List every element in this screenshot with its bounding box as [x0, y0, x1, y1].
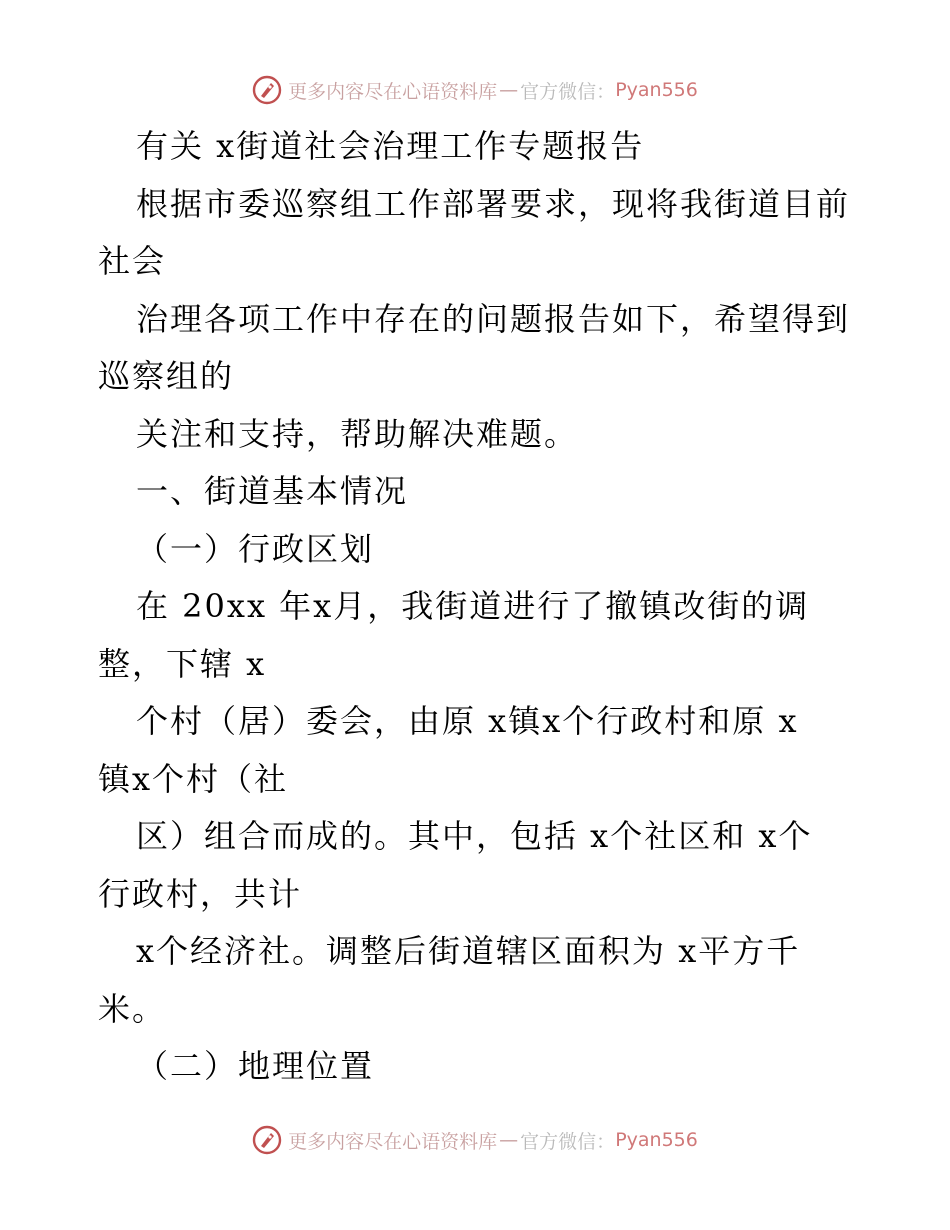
text-line: 米。 — [98, 989, 167, 1028]
text-line: 整，下辖 x — [98, 644, 267, 683]
watermark-footer — [0, 1120, 950, 1160]
watermark-wechat-id: Pyan556 — [615, 1129, 698, 1151]
text-line: 行政村，共计 — [98, 874, 303, 913]
text-line: 在 20xx 年x月，我街道进行了撤镇改街的调 — [136, 587, 810, 625]
text-line: （一）行政区划 — [136, 529, 375, 568]
text-line: x个经济社。调整后街道辖区面积为 x平方千 — [136, 932, 801, 970]
watermark-main-text: 更多内容尽在心语资料库 — [288, 1130, 498, 1153]
text-line: 社会 — [98, 242, 167, 280]
text-line: 区）组合而成的。其中，包括 x个社区和 x个 — [136, 817, 813, 855]
pen-nib-icon — [252, 1125, 282, 1155]
pen-nib-icon — [252, 75, 282, 105]
text-line: 巡察组的 — [98, 357, 235, 395]
watermark-wechat-label: 官方微信： — [520, 1130, 616, 1153]
text-line: 关注和支持，帮助解决难题。 — [136, 414, 579, 453]
text-line: 一、街道基本情况 — [136, 472, 409, 510]
text-line: 镇x个村（社 — [98, 759, 289, 798]
text-line: 个村（居）委会，由原 x镇x个行政村和原 x — [136, 702, 799, 740]
watermark-dash: — — [499, 79, 519, 101]
watermark-wechat-id: Pyan556 — [615, 79, 698, 101]
watermark-wechat-label: 官方微信： — [520, 80, 616, 103]
document-body — [98, 118, 868, 1096]
text-line: （二）地理位置 — [136, 1047, 375, 1085]
text-line: 根据市委巡察组工作部署要求，现将我街道目前 — [136, 184, 851, 223]
watermark-header — [0, 70, 950, 110]
watermark-main-text: 更多内容尽在心语资料库 — [288, 80, 498, 103]
text-line: 治理各项工作中存在的问题报告如下，希望得到 — [136, 299, 851, 338]
watermark-dash: — — [499, 1129, 519, 1151]
text-line: 有关 x街道社会治理工作专题报告 — [136, 127, 645, 165]
